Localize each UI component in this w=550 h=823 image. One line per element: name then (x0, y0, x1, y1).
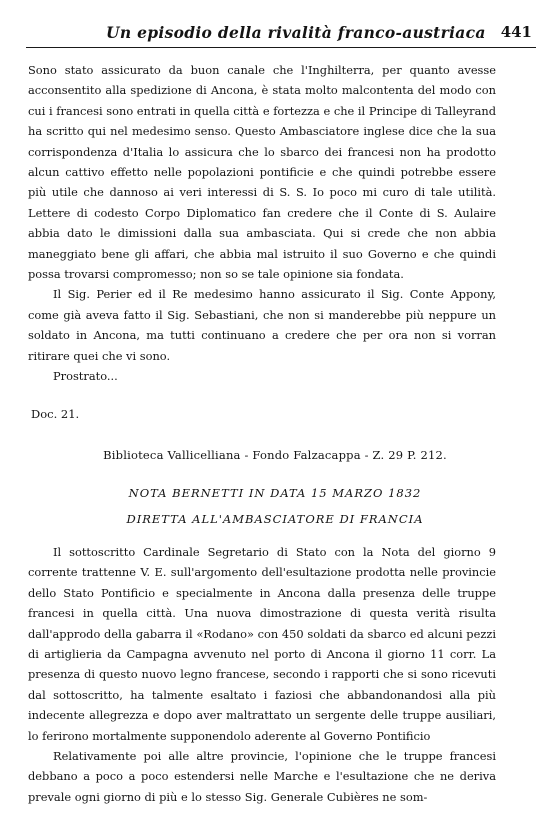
document-title: NOTA BERNETTI IN DATA 15 MARZO 1832 (128, 486, 422, 500)
archival-source: Biblioteca Vallicelliana - Fondo Falzacappa - Z. 29 P. 212. (103, 448, 447, 462)
running-header (26, 19, 536, 48)
page-number: 441 (500, 23, 532, 41)
paragraph: Il sottoscritto Cardinale Segretario di Stato con la Nota del giorno 9 corrente trattenne V. E. sull'argomento dell'esultazione prodotta nelle provincie dello Stato Pontificio e specialmente in Ancona dalla presenza delle truppe francesi in quella città. Una nuova dimostrazione di questa verità risulta dall'approdo della gabarra il «Rodano» con 450 soldati da sbarco ed alcuni pezzi di artiglieria da Campagna avvenuto nel porto di Ancona il giorno 11 corr. La presenza di questo nuovo legno francese, secondo i rapporti che si sono ricevuti dal sottoscritto, ha talmente esaltato i faziosi che abbandonandosi alla più indecente allegrezza e dopo aver maltrattato un sergente delle truppe ausiliari, lo ferirono mortalmente supponendolo aderente al Governo Pontificio (28, 545, 496, 743)
paragraph: Il Sig. Perier ed il Re medesimo hanno assicurato il Sig. Conte Appony, come già aveva fatto il Sig. Sebastiani, che non si manderebbe più neppure un soldato in Ancona, ma tutti continuano a credere che per ora non si vorran ritirare quei che vi sono. (28, 287, 496, 363)
document-addressee: DIRETTA ALL'AMBASCIATORE DI FRANCIA (126, 512, 424, 526)
running-title: Un episodio della rivalità franco-austriaca (106, 23, 486, 42)
letter-body (28, 60, 496, 387)
closing-salutation: Prostrato... (53, 369, 118, 384)
paragraph: Relativamente poi alle altre provincie, l'opinione che le truppe francesi debbano a poco a poco estendersi nelle Marche e l'esultazione che ne deriva prevale ogni giorno di più e lo stesso Sig. Generale Cubières ne som- (28, 749, 496, 804)
document-label: Doc. 21. (31, 407, 80, 421)
note-body (28, 542, 496, 807)
paragraph: Sono stato assicurato da buon canale che l'Inghilterra, per quanto avesse acconsentito alla spedizione di Ancona, è stata molto malcontenta del modo con cui i francesi sono entrati in quella città e fortezza e che il Principe di Talleyrand ha scritto qui nel medesimo senso. Questo Ambasciatore inglese dice che la sua corrispondenza d'Italia lo assicura che lo sbarco dei francesi non ha prodotto alcun cattivo effetto nelle popolazioni pontificie e che quindi potrebbe essere più utile che dannoso ai veri interessi di S. S. Io poco mi curo di tale utilità. Lettere di codesto Corpo Diplomatico fan credere che il Conte di S. Aulaire abbia dato le dimissioni dalla sua ambasciata. Qui si crede che non abbia maneggiato bene gli affari, che abbia mal istruito il suo Governo e che quindi possa trovarsi compromesso; non so se tale opinione sia fondata. (28, 63, 496, 282)
